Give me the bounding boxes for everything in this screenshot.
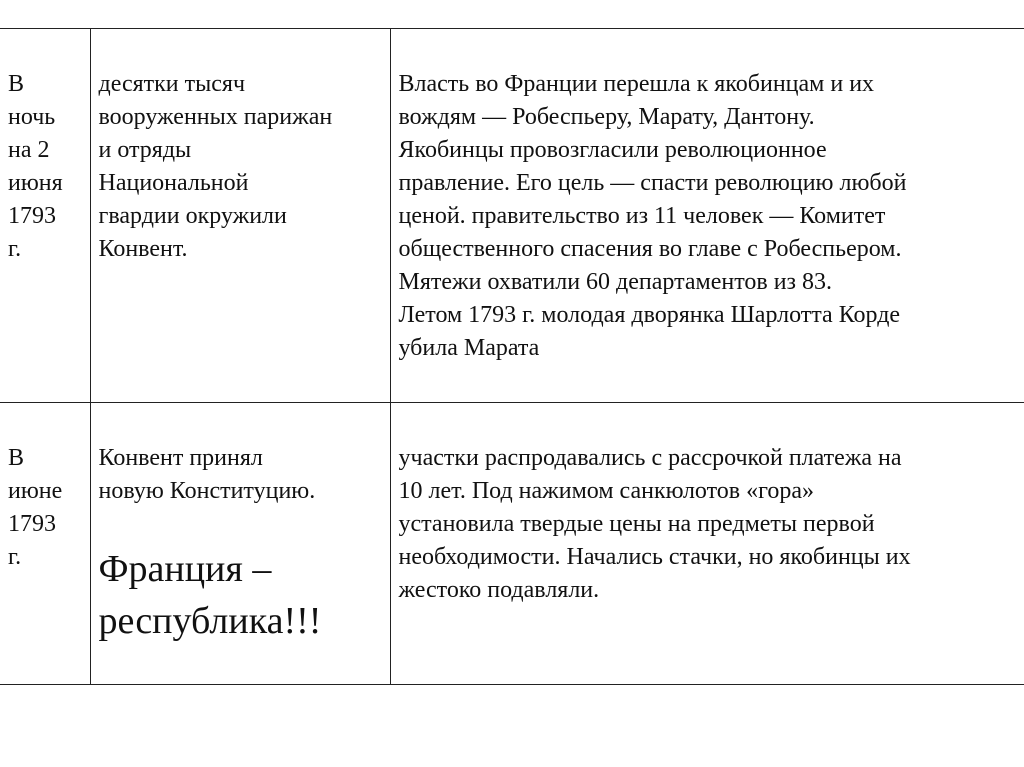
table-row (0, 403, 1024, 685)
event-text: Конвент принял новую Конституцию. (98, 445, 316, 504)
date-text: В ночь на 2 июня 1793 г. (8, 71, 63, 262)
date-cell (0, 29, 90, 403)
result-cell (390, 403, 1024, 685)
event-cell (90, 29, 390, 403)
date-cell (0, 403, 90, 685)
result-text: участки распродавались с рассрочкой платежа на 10 лет. Под нажимом санкюлотов «гора» установила твердые цены на предметы первой необходимости. Начались стачки, но якобинцы их жестоко подавляли. (398, 445, 911, 603)
date-text: В июне 1793 г. (8, 445, 63, 570)
table-row (0, 29, 1024, 403)
event-cell (90, 403, 390, 685)
event-text: десятки тысяч вооруженных парижан и отряды Национальной гвардии окружили Конвент. (98, 71, 333, 262)
result-text: Власть во Франции перешла к якобинцам и их вождям — Робеспьеру, Марату, Дантону. Якобинцы провозгласили революционное правление. Его цель — спасти революцию любой ценой. правительство из 11 человек — Комитет общественного спасения во главе с Робеспьером. Мятежи охватили 60 департаментов из 83. Летом 1793 г. молодая дворянка Шарлотта Корде убила Марата (398, 71, 907, 361)
history-table (0, 28, 1024, 685)
event-emphasis-text: Франция – республика!!! (98, 548, 322, 642)
result-cell (390, 29, 1024, 403)
